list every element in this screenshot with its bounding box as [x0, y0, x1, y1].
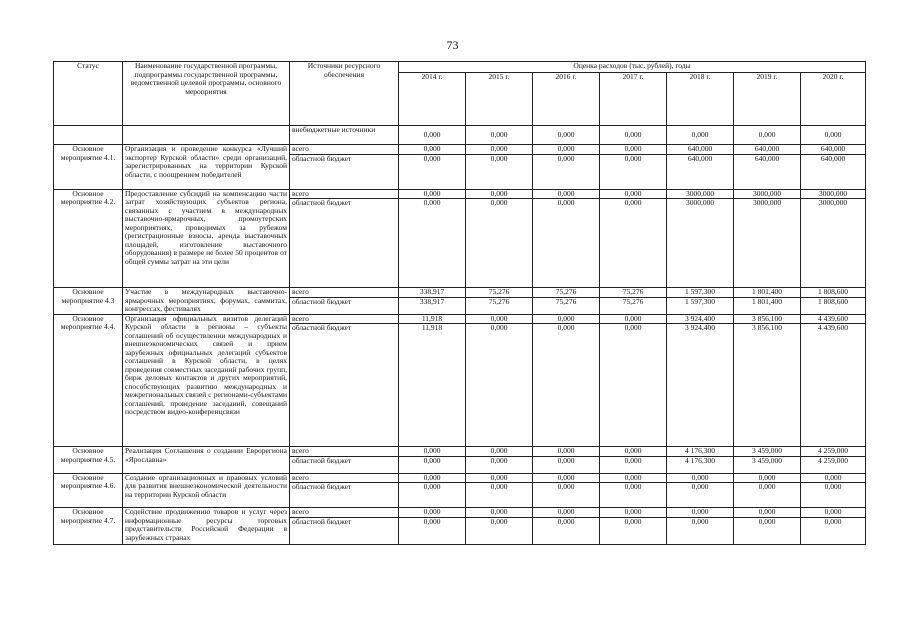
value-cell: 1 801,400: [734, 288, 801, 298]
value-cell: 0,000: [600, 126, 667, 145]
value-cell: 3 924,400: [667, 324, 734, 447]
value-cell: 1 597,300: [667, 297, 734, 314]
value-cell: 11,918: [399, 324, 466, 447]
value-cell: 0,000: [399, 483, 466, 508]
value-cell: 0,000: [600, 145, 667, 155]
value-cell: 0,000: [600, 517, 667, 544]
value-cell: 0,000: [801, 126, 866, 145]
value-cell: 75,276: [533, 297, 600, 314]
source-cell: всего: [290, 508, 399, 518]
source-cell: областной бюджет: [290, 456, 399, 473]
value-cell: 0,000: [466, 154, 533, 189]
value-cell: 75,276: [600, 288, 667, 298]
source-cell: всего: [290, 288, 399, 298]
value-cell: 75,276: [466, 297, 533, 314]
status-cell: Основное мероприятие 4.1.: [54, 145, 123, 190]
value-cell: 0,000: [466, 199, 533, 288]
value-cell: 0,000: [466, 508, 533, 518]
value-cell: 0,000: [466, 324, 533, 447]
measure-name-cell: Организация официальных визитов делегаций Курской области в регионы – субъекты соглашений об осуществлении международных и внешнеэкономических связей и прием зарубежных официальных делегаций субъектов соглашений в Курской области, в целях проведения совместных заседаний рабочих групп, бирж деловых контактов и других мероприятий, способствующих развитию международных и межрегиональных связей с регионами-субъектами соглашений, проведение заседаний, совещаний посредством видео-конференцсвязи: [123, 314, 290, 447]
value-cell: 0,000: [600, 456, 667, 473]
value-cell: 4 259,000: [801, 456, 866, 473]
measure-name-cell: Участие в международных выставочно-ярмарочных мероприятиях, форумах, саммитах, конгрессах, фестивалях: [123, 288, 290, 315]
source-cell: областной бюджет: [290, 483, 399, 508]
value-cell: 3 856,100: [734, 324, 801, 447]
value-cell: 75,276: [466, 288, 533, 298]
value-cell: 0,000: [801, 473, 866, 483]
value-cell: 0,000: [533, 508, 600, 518]
value-cell: 640,000: [801, 145, 866, 155]
table-row: [54, 288, 866, 298]
value-cell: 3000,000: [801, 189, 866, 199]
header-year: 2015 г.: [466, 73, 533, 126]
value-cell: 0,000: [466, 126, 533, 145]
source-cell: всего: [290, 145, 399, 155]
value-cell: 338,917: [399, 288, 466, 298]
value-cell: 640,000: [667, 145, 734, 155]
value-cell: 0,000: [600, 154, 667, 189]
value-cell: 3 856,100: [734, 314, 801, 324]
status-cell: Основное мероприятие 4.4.: [54, 314, 123, 447]
value-cell: 0,000: [801, 508, 866, 518]
value-cell: 3 459,000: [734, 447, 801, 457]
value-cell: 0,000: [399, 517, 466, 544]
value-cell: 0,000: [399, 473, 466, 483]
value-cell: 0,000: [600, 189, 667, 199]
value-cell: 75,276: [600, 297, 667, 314]
value-cell: 0,000: [533, 473, 600, 483]
status-cell: Основное мероприятие 4.5.: [54, 447, 123, 474]
value-cell: 0,000: [600, 508, 667, 518]
value-cell: 3000,000: [667, 189, 734, 199]
value-cell: 3000,000: [734, 189, 801, 199]
value-cell: 0,000: [533, 126, 600, 145]
value-cell: 0,000: [801, 483, 866, 508]
header-year: 2019 г.: [734, 73, 801, 126]
value-cell: 4 176,300: [667, 456, 734, 473]
value-cell: 0,000: [533, 189, 600, 199]
value-cell: 0,000: [399, 447, 466, 457]
header-status: Статус: [54, 62, 123, 126]
value-cell: 1 808,600: [801, 297, 866, 314]
value-cell: 640,000: [734, 145, 801, 155]
source-cell: областной бюджет: [290, 324, 399, 447]
value-cell: 0,000: [667, 508, 734, 518]
empty-cell: [54, 126, 123, 145]
value-cell: 0,000: [533, 145, 600, 155]
value-cell: 640,000: [801, 154, 866, 189]
value-cell: 0,000: [533, 324, 600, 447]
status-cell: Основное мероприятие 4.6.: [54, 473, 123, 508]
value-cell: 0,000: [600, 447, 667, 457]
value-cell: 338,917: [399, 297, 466, 314]
value-cell: 0,000: [399, 145, 466, 155]
value-cell: 0,000: [466, 189, 533, 199]
value-cell: 1 801,400: [734, 297, 801, 314]
header-estimate: Оценка расходов (тыс. рублей), годы: [399, 62, 866, 73]
table-row: [54, 473, 866, 483]
status-cell: Основное мероприятие 4.3: [54, 288, 123, 315]
value-cell: 0,000: [533, 456, 600, 473]
value-cell: 640,000: [667, 154, 734, 189]
measure-name-cell: Реализация Соглашения о создании Еврорегиона «Ярославна»: [123, 447, 290, 474]
value-cell: 0,000: [533, 154, 600, 189]
value-cell: 0,000: [533, 314, 600, 324]
value-cell: 0,000: [667, 126, 734, 145]
value-cell: 0,000: [734, 483, 801, 508]
value-cell: 0,000: [466, 447, 533, 457]
status-cell: Основное мероприятие 4.2.: [54, 189, 123, 288]
value-cell: 0,000: [466, 473, 533, 483]
value-cell: 0,000: [667, 483, 734, 508]
value-cell: 11,918: [399, 314, 466, 324]
header-year: 2017 г.: [600, 73, 667, 126]
value-cell: 0,000: [734, 508, 801, 518]
value-cell: 4 259,000: [801, 447, 866, 457]
value-cell: 0,000: [399, 126, 466, 145]
source-cell: всего: [290, 447, 399, 457]
page-number: 73: [446, 38, 459, 52]
table-row: [54, 145, 866, 155]
value-cell: 0,000: [600, 473, 667, 483]
value-cell: 0,000: [600, 483, 667, 508]
value-cell: 0,000: [533, 483, 600, 508]
value-cell: 0,000: [399, 189, 466, 199]
value-cell: 0,000: [466, 456, 533, 473]
status-cell: Основное мероприятие 4.7.: [54, 508, 123, 545]
value-cell: 0,000: [466, 517, 533, 544]
measure-name-cell: Организация и проведение конкурса «Лучший экспортер Курской области» среди организаций, зарегистрированных на территории Курской области, с поощрением победителей: [123, 145, 290, 190]
value-cell: 0,000: [600, 314, 667, 324]
value-cell: 4 439,600: [801, 324, 866, 447]
header-source: Источники ресурсного обеспечения: [290, 62, 399, 126]
value-cell: 0,000: [533, 447, 600, 457]
source-cell: областной бюджет: [290, 154, 399, 189]
source-cell: внебюджетные источники: [290, 126, 399, 145]
value-cell: 0,000: [399, 456, 466, 473]
value-cell: 75,276: [533, 288, 600, 298]
budget-table: [53, 61, 866, 545]
table-row-extrabudgetary: [54, 126, 866, 145]
value-cell: 3 459,000: [734, 456, 801, 473]
value-cell: 0,000: [600, 199, 667, 288]
value-cell: 0,000: [399, 154, 466, 189]
source-cell: областной бюджет: [290, 199, 399, 288]
value-cell: 0,000: [466, 483, 533, 508]
value-cell: 4 439,600: [801, 314, 866, 324]
value-cell: 0,000: [734, 473, 801, 483]
table-row: [54, 314, 866, 324]
header-name: Наименование государственной программы, подпрограммы государственной программы, ведомственной целевой программы, основного мероприятия: [123, 62, 290, 126]
value-cell: 3000,000: [734, 199, 801, 288]
value-cell: 3000,000: [801, 199, 866, 288]
table-row: [54, 189, 866, 199]
value-cell: 640,000: [734, 154, 801, 189]
source-cell: всего: [290, 473, 399, 483]
value-cell: 0,000: [466, 145, 533, 155]
table-row: [54, 447, 866, 457]
header-row: [54, 62, 866, 73]
value-cell: 0,000: [734, 517, 801, 544]
value-cell: 0,000: [734, 126, 801, 145]
value-cell: 0,000: [600, 324, 667, 447]
value-cell: 4 176,300: [667, 447, 734, 457]
empty-cell: [123, 126, 290, 145]
value-cell: 0,000: [466, 314, 533, 324]
value-cell: 0,000: [667, 473, 734, 483]
header-year: 2014 г.: [399, 73, 466, 126]
measure-name-cell: Создание организационных и правовых условий для развития внешнеэкономической деятельности на территории Курской области: [123, 473, 290, 508]
source-cell: всего: [290, 314, 399, 324]
value-cell: 0,000: [533, 517, 600, 544]
source-cell: областной бюджет: [290, 297, 399, 314]
value-cell: 1 808,600: [801, 288, 866, 298]
value-cell: 0,000: [399, 199, 466, 288]
value-cell: 0,000: [533, 199, 600, 288]
source-cell: областной бюджет: [290, 517, 399, 544]
value-cell: 0,000: [399, 508, 466, 518]
value-cell: 3000,000: [667, 199, 734, 288]
header-year: 2018 г.: [667, 73, 734, 126]
value-cell: 1 597,300: [667, 288, 734, 298]
value-cell: 0,000: [667, 517, 734, 544]
source-cell: всего: [290, 189, 399, 199]
table-row: [54, 508, 866, 518]
value-cell: 0,000: [801, 517, 866, 544]
header-year: 2020 г.: [801, 73, 866, 126]
measure-name-cell: Содействие продвижению товаров и услуг через информационные ресурсы торговых представительств Российской Федерации в зарубежных странах: [123, 508, 290, 545]
value-cell: 3 924,400: [667, 314, 734, 324]
header-year: 2016 г.: [533, 73, 600, 126]
measure-name-cell: Предоставление субсидий на компенсацию части затрат хозяйствующих субъектов региона, связанных с участием в международных выставочно-ярмарочных, промоутерских мероприятиях, проводимых за рубежом (регистрационные взносы, аренда выставочных площадей, изготовление выставочного оборудования) в размере не более 50 процентов от общей суммы затрат на эти цели: [123, 189, 290, 288]
